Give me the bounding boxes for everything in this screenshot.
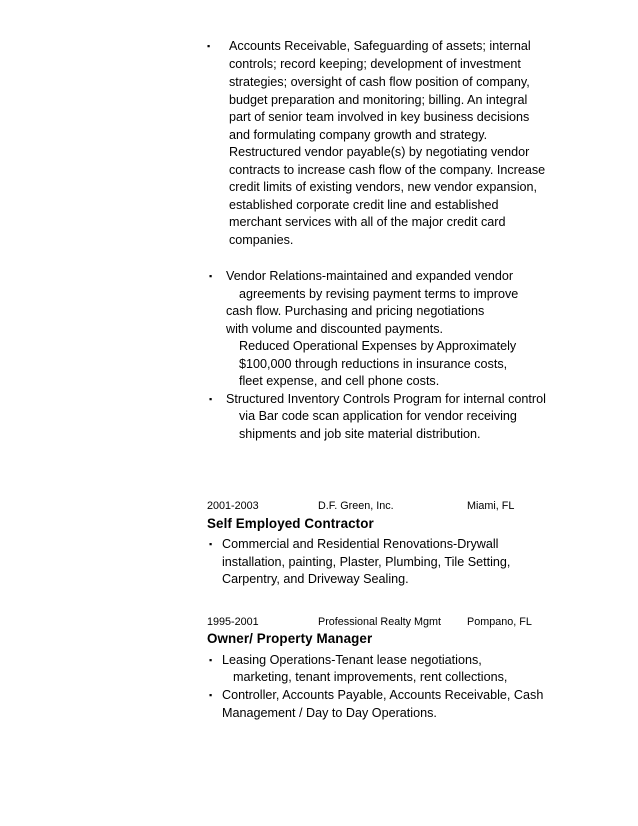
text-line: Commercial and Residential Renovations-Drywall — [222, 537, 499, 551]
job-dates: 1995-2001 — [207, 616, 259, 628]
text-line: Restructured vendor payable(s) by negotiating vendor — [229, 145, 530, 159]
text-line: Reduced Operational Expenses by Approximately — [239, 339, 517, 353]
text-line: marketing, tenant improvements, rent collections, — [233, 670, 508, 684]
job-title: Self Employed Contractor — [207, 516, 374, 531]
bullet-marker: ▪ — [207, 41, 211, 51]
text-line: Carpentry, and Driveway Sealing. — [222, 572, 409, 586]
job-company: D.F. Green, Inc. — [318, 500, 394, 512]
bullet-marker: ▪ — [209, 394, 213, 404]
text-line: budget preparation and monitoring; billing. An integral — [229, 93, 528, 107]
text-line: Management / Day to Day Operations. — [222, 706, 437, 720]
text-line: Controller, Accounts Payable, Accounts Receivable, Cash — [222, 688, 544, 702]
bullet-marker: ▪ — [209, 539, 213, 549]
job-location: Miami, FL — [467, 500, 515, 512]
text-line: with volume and discounted payments. — [226, 322, 444, 336]
text-line: Leasing Operations-Tenant lease negotiations, — [222, 653, 482, 667]
text-line: fleet expense, and cell phone costs. — [239, 374, 440, 388]
text-line: cash flow. Purchasing and pricing negotiations — [226, 304, 485, 318]
text-line: contracts to increase cash flow of the company. Increase — [229, 163, 546, 177]
text-line: via Bar code scan application for vendor receiving — [239, 409, 517, 423]
text-line: Accounts Receivable, Safeguarding of assets; internal — [229, 39, 531, 53]
text-line: strategies; oversight of cash flow position of company, — [229, 75, 530, 89]
bullet-marker: ▪ — [209, 271, 213, 281]
text-line: $100,000 through reductions in insurance costs, — [239, 357, 508, 371]
job-title: Owner/ Property Manager — [207, 631, 373, 646]
text-line: credit limits of existing vendors, new vendor expansion, — [229, 180, 537, 194]
text-line: established corporate credit line and established — [229, 198, 499, 212]
text-line: merchant services with all of the major credit card — [229, 215, 506, 229]
text-line: installation, painting, Plaster, Plumbing, Tile Setting, — [222, 555, 511, 569]
job-location: Pompano, FL — [467, 616, 532, 628]
text-line: companies. — [229, 233, 294, 247]
text-line: and formulating company growth and strategy. — [229, 128, 488, 142]
job-company: Professional Realty Mgmt — [318, 616, 442, 628]
bullet-marker: ▪ — [209, 690, 213, 700]
text-line: Structured Inventory Controls Program for internal control — [226, 392, 546, 406]
text-line: Vendor Relations-maintained and expanded vendor — [226, 269, 514, 283]
text-line: part of senior team involved in key business decisions — [229, 110, 530, 124]
job-dates: 2001-2003 — [207, 500, 259, 512]
bullet-marker: ▪ — [209, 655, 213, 665]
text-line: shipments and job site material distribution. — [239, 427, 481, 441]
text-line: agreements by revising payment terms to improve — [239, 287, 519, 301]
text-line: controls; record keeping; development of investment — [229, 57, 521, 71]
